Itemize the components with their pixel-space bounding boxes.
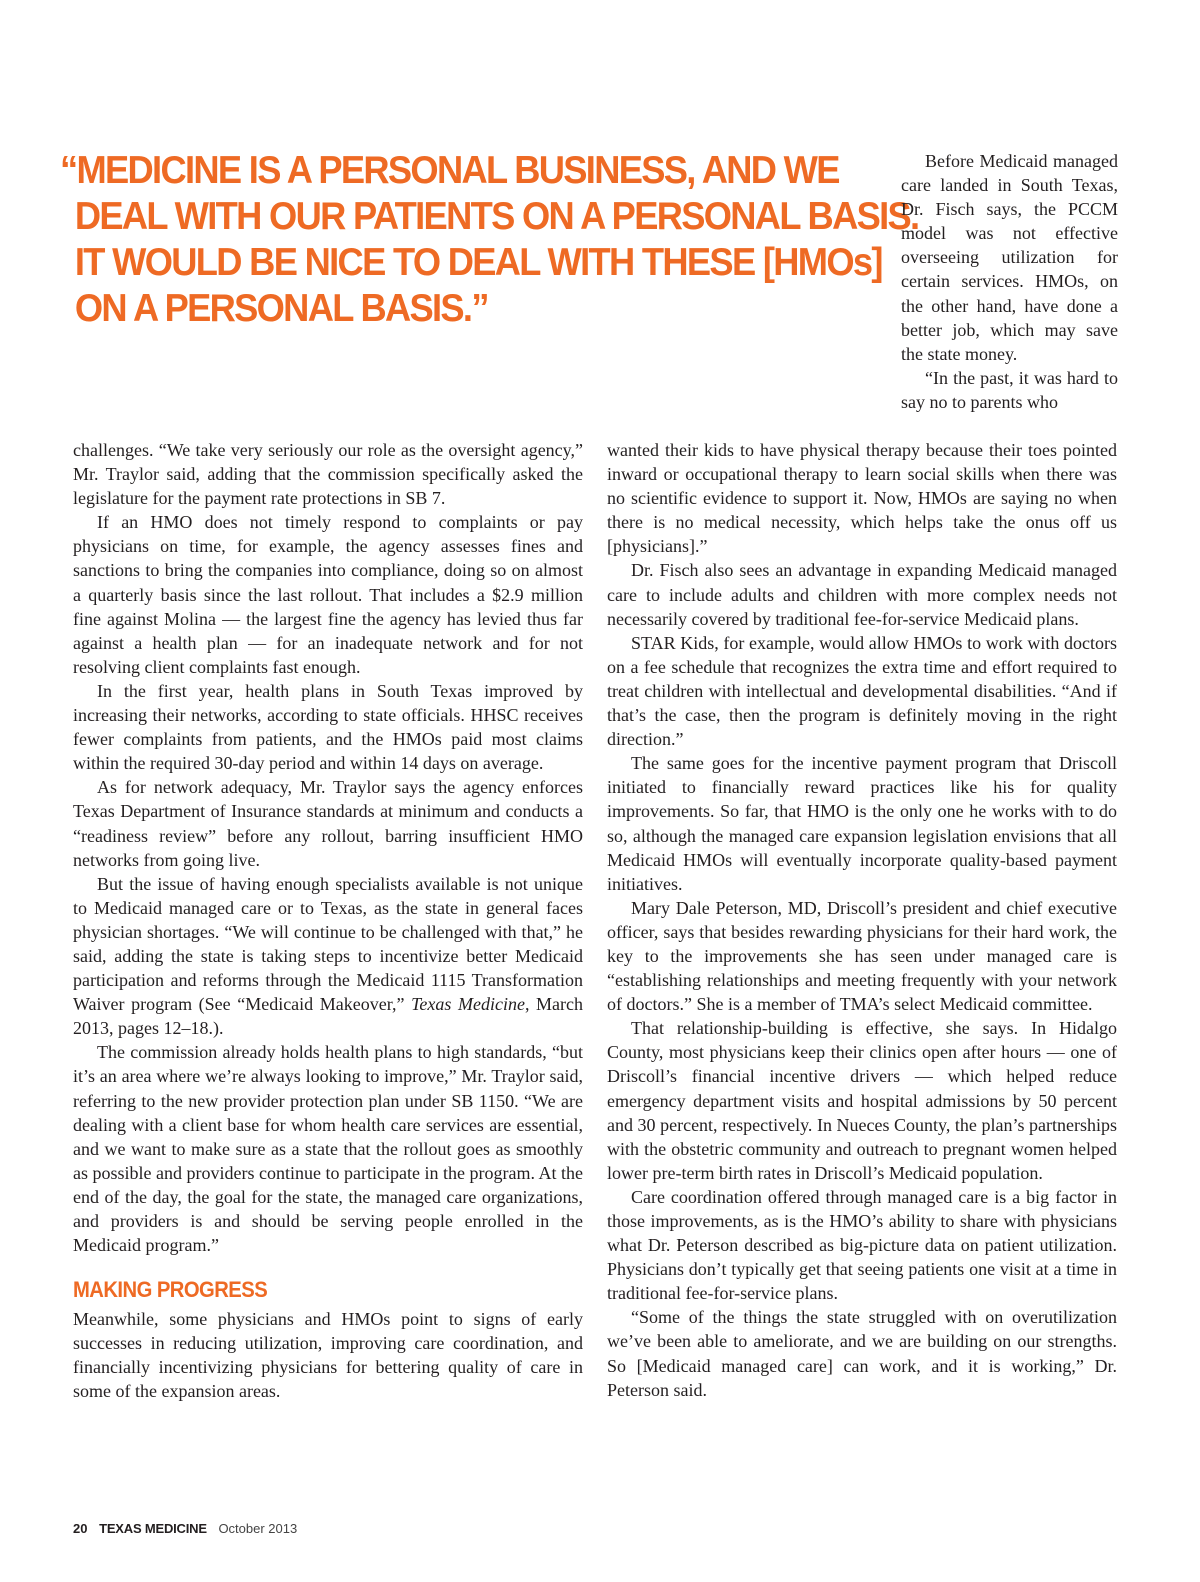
paragraph: That relationship-building is effective, she says. In Hidalgo County, most physicians keep their clinics open after hours — one of Driscoll’s financial incentive drivers — which helped reduce emergency department visits and hospital admissions by 50 percent and 30 percent, respectively. In Nueces County, the plan’s partnerships with the obstetric community and outreach to pregnant women helped lower pre-term birth rates in Driscoll’s Medicaid population. <box>607 1018 1117 1183</box>
paragraph: Before Medicaid managed care landed in South Texas, Dr. Fisch says, the PCCM model was not effective overseeing utilization for certain services. HMOs, on the other hand, have done a better job, which may save the state money. <box>901 151 1118 364</box>
paragraph: wanted their kids to have physical therapy because their toes pointed inward or occupational therapy to learn social skills when there was no scientific evidence to support it. Now, HMOs are saying no when there is no medical necessity, which helps take the onus off us [physicians].” <box>607 440 1117 557</box>
pull-quote-line: ON A PERSONAL BASIS.” <box>74 287 488 330</box>
issue-date: October 2013 <box>218 1521 298 1536</box>
paragraph: Meanwhile, some physicians and HMOs point to signs of early successes in reducing utilization, improving care coordination, and financially incentivizing physicians for bettering quality of care in some of the expansion areas. <box>73 1309 583 1402</box>
right-top-column <box>901 149 1118 414</box>
page-number: 20 <box>73 1521 88 1536</box>
paragraph: “In the past, it was hard to say no to parents who <box>901 367 1118 412</box>
publication-title: Texas Medicine <box>411 994 525 1015</box>
paragraph-text: , March 2013, pages 12–18.). <box>73 994 584 1039</box>
pull-quote <box>60 148 919 332</box>
right-column <box>607 438 1117 1402</box>
paragraph-text: But the issue of having enough specialists available is not unique to Medicaid managed care or to Texas, as the state in general faces physician shortages. “We will continue to be challenged with that,” he said, adding the state is taking steps to incentivize better Medicaid participation and reforms through the Medicaid 1115 Transformation Waiver program (See “Medicaid Makeover,” <box>73 873 583 1015</box>
paragraph: The commission already holds health plans to high standards, “but it’s an area where we’re always looking to improve,” Mr. Traylor said, referring to the new provider protection plan under SB 1150. “We are dealing with a client base for whom health care services are essential, and we want to make sure as a state that the rollout goes as smoothly as possible and providers continue to participate in the program. At the end of the day, the goal for the state, the managed care organizations, and providers is and should be serving people enrolled in the Medicaid program.” <box>73 1042 583 1256</box>
paragraph: In the first year, health plans in South Texas improved by increasing their networks, according to state officials. HHSC receives fewer complaints from patients, and the HMOs paid most claims within the required 30-day period and within 14 days on average. <box>73 680 583 774</box>
pull-quote-line: “MEDICINE IS A PERSONAL BUSINESS, AND WE <box>60 149 839 192</box>
paragraph: Care coordination offered through managed care is a big factor in those improvements, as is the HMO’s ability to share with physicians what Dr. Peterson described as big-picture data on patient utilization. Physicians don’t typically get that seeing patients one visit at a time in traditional fee-for-service plans. <box>607 1186 1117 1304</box>
section-heading: MAKING PROGRESS <box>73 1277 268 1303</box>
paragraph: STAR Kids, for example, would allow HMOs to work with doctors on a fee schedule that recognizes the extra time and effort required to treat children with intellectual and developmental disabilities. “And if that’s the case, then the program is definitely moving in the right direction.” <box>607 632 1117 750</box>
publication-name: TEXAS MEDICINE <box>99 1521 207 1536</box>
paragraph <box>73 872 583 1041</box>
paragraph: The same goes for the incentive payment program that Driscoll initiated to financially reward practices like his for quality improvements. So far, that HMO is the only one he works with to do so, although the managed care expansion legislation envisions that all Medicaid HMOs will eventually incorporate quality-based payment initiatives. <box>607 753 1117 894</box>
pull-quote-line: DEAL WITH OUR PATIENTS ON A PERSONAL BASIS. <box>74 195 919 238</box>
paragraph: challenges. “We take very seriously our role as the oversight agency,” Mr. Traylor said, adding that the commission specifically asked the legislature for the payment rate protections in SB 7. <box>73 440 583 509</box>
paragraph: Dr. Fisch also sees an advantage in expanding Medicaid managed care to include adults and children with more complex needs not necessarily covered by traditional fee-for-service Medicaid plans. <box>607 560 1117 629</box>
paragraph: Mary Dale Peterson, MD, Driscoll’s president and chief executive officer, says that besides rewarding physicians for their hard work, the key to the improvements she has seen under managed care is “establishing relationships and meeting frequently with your network of doctors.” She is a member of TMA’s select Medicaid committee. <box>607 897 1117 1015</box>
paragraph: As for network adequacy, Mr. Traylor says the agency enforces Texas Department of Insurance standards at minimum and conducts a “readiness review” before any rollout, barring insufficient HMO networks from going live. <box>73 777 583 870</box>
paragraph: “Some of the things the state struggled with on overutilization we’ve been able to ameliorate, and we are building on our strengths. So [Medicaid managed care] can work, and it is working,” Dr. Peterson said. <box>607 1307 1117 1400</box>
pull-quote-line: IT WOULD BE NICE TO DEAL WITH THESE [HMOs] <box>74 241 882 284</box>
left-column <box>73 438 583 1404</box>
page-footer <box>73 1521 297 1536</box>
paragraph: If an HMO does not timely respond to complaints or pay physicians on time, for example, the agency assesses fines and sanctions to bring the companies into compliance, doing so on almost a quarterly basis since the last rollout. That includes a $2.9 million fine against Molina — the largest fine the agency has levied thus far against a health plan — for an inadequate network and for not resolving client complaints fast enough. <box>73 512 583 677</box>
